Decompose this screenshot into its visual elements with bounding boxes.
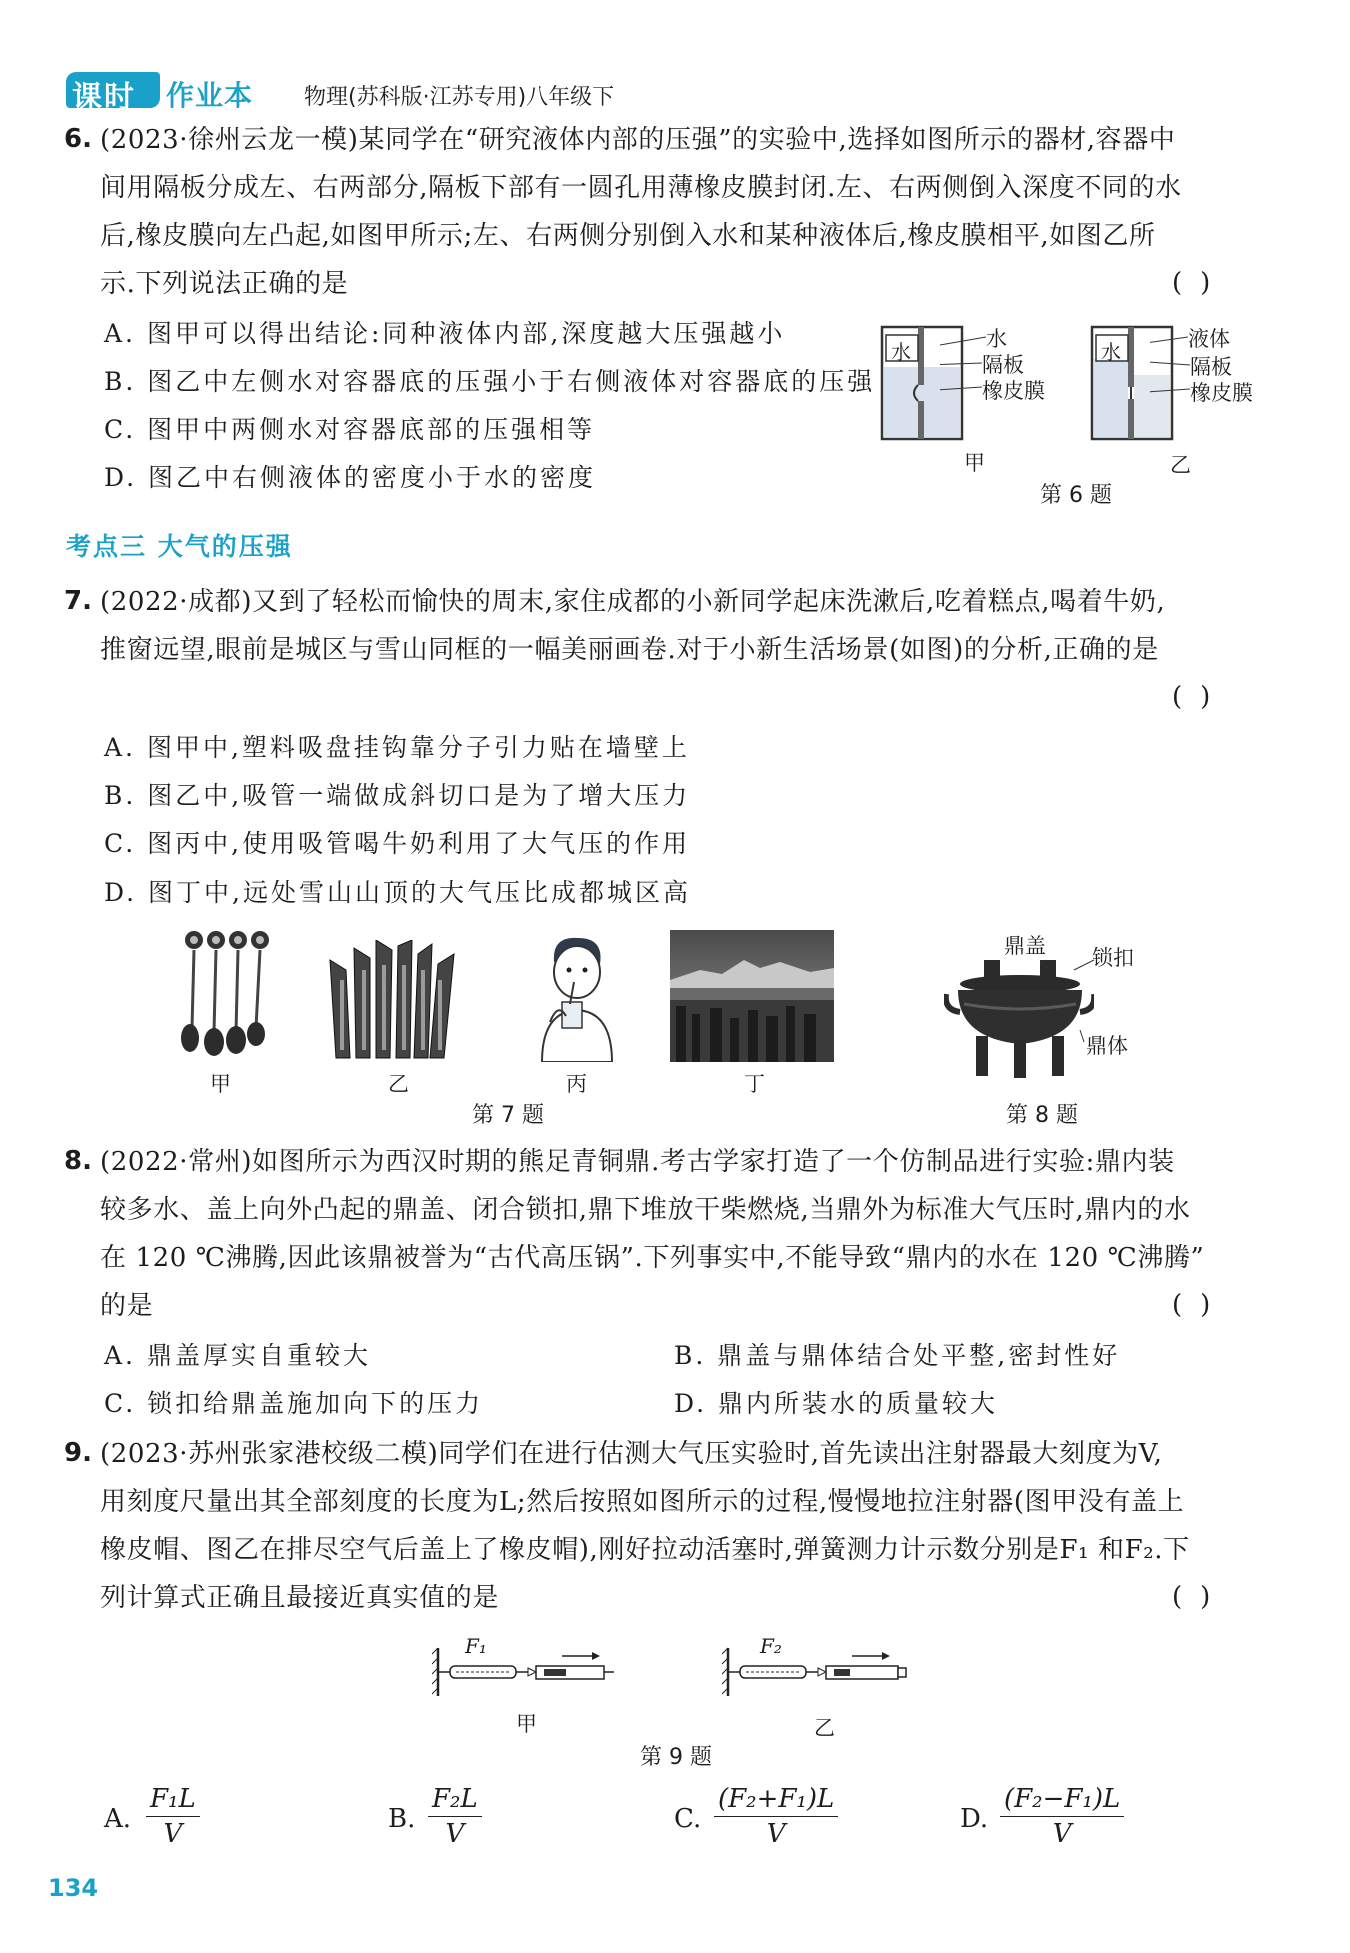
option-c: C. 图甲中两侧水对容器底部的压强相等 [104,415,596,444]
figure-caption: 第 9 题 [640,1745,712,1770]
option-b: B. 图乙中,吸管一端做成斜切口是为了增大压力 [104,781,691,810]
option-b: B. 鼎盖与鼎体结合处平整,密封性好 [674,1341,1121,1370]
question-text-line: 推窗远望,眼前是城区与雪山同框的一幅美丽画卷.对于小新生活场景(如图)的分析,正确的是 [100,635,1159,665]
question-text-line: (2023·苏州张家港校级二模)同学们在进行估测大气压实验时,首先读出注射器最大刻度为V, [100,1439,1163,1469]
label-membrane: 橡皮膜 [1190,381,1253,405]
denominator: V [1052,1819,1072,1849]
question-text-line: 间用隔板分成左、右两部分,隔板下部有一圆孔用薄橡皮膜封闭.左、右两侧倒入深度不同的水 [100,173,1182,203]
option-d: D. 图丁中,远处雪山山顶的大气压比成都城区高 [104,878,691,907]
numerator: (F₂−F₁)L [1000,1784,1124,1817]
numerator: F₂L [428,1784,482,1817]
option-a-formula [146,1784,200,1849]
question-text-line: 后,橡皮膜向左凸起,如图甲所示;左、右两侧分别倒入水和某种液体后,橡皮膜相平,如图乙所 [100,221,1156,251]
figure-label: 丁 [744,1072,765,1096]
option-d-letter: D. [960,1804,989,1834]
city-mountain-photo [670,930,834,1062]
question-text-line: 用刻度尺量出其全部刻度的长度为L;然后按照如图所示的过程,慢慢地拉注射器(图甲没有盖上 [100,1487,1185,1517]
label-liquid: 液体 [1188,327,1230,351]
answer-blank: () [1172,1290,1229,1320]
figure-label: 乙 [388,1072,409,1096]
force-label-f1: F₁ [465,1634,487,1658]
logo-sub: 作业本 [166,79,254,112]
straws-photo [320,940,470,1060]
header [66,72,1306,115]
question-number: 7. [64,586,92,616]
label-lid: 鼎盖 [1004,934,1046,958]
question-text-line: 的是 [100,1291,154,1321]
option-a: A. 图甲可以得出结论:同种液体内部,深度越大压强越小 [104,319,786,348]
figure-caption: 第 6 题 [1040,483,1112,508]
water-label: 水 [1101,340,1121,364]
label-lock: 锁扣 [1092,946,1134,970]
numerator: (F₂+F₁)L [714,1784,838,1817]
answer-blank: () [1172,268,1229,298]
option-a-letter: A. [104,1804,132,1834]
question-text-line: 橡皮帽、图乙在排尽空气后盖上了橡皮帽),刚好拉动活塞时,弹簧测力计示数分别是F₁ 和F₂.下 [100,1535,1190,1565]
question-number: 8. [64,1146,92,1176]
leader-lines [1040,950,1120,1050]
question-number: 6. [64,124,92,154]
figure-label: 乙 [1170,453,1191,477]
figure-caption: 第 7 题 [472,1103,544,1128]
question-text-line: (2022·常州)如图所示为西汉时期的熊足青铜鼎.考古学家打造了一个仿制品进行实验:鼎内装 [100,1147,1175,1177]
page-number: 134 [48,1874,99,1902]
option-b-letter: B. [388,1804,416,1834]
question-text-line: 较多水、盖上向外凸起的鼎盖、闭合锁扣,鼎下堆放干柴燃烧,当鼎外为标准大气压时,鼎内的水 [100,1195,1191,1225]
denominator: V [445,1819,465,1849]
option-b-formula [428,1784,482,1849]
figure-label: 甲 [516,1712,537,1736]
answer-blank: () [1172,682,1229,712]
question-text-line: (2022·成都)又到了轻松而愉快的周末,家住成都的小新同学起床洗漱后,吃着糕点,喝着牛奶, [100,587,1166,617]
boy-drinking-illustration [532,932,622,1062]
denominator: V [766,1819,786,1849]
question-text-line: (2023·徐州云龙一模)某同学在“研究液体内部的压强”的实验中,选择如图所示的器材,容器中 [100,125,1176,155]
section-title: 考点三 大气的压强 [66,532,293,561]
option-c-letter: C. [674,1804,702,1834]
option-c: C. 图丙中,使用吸管喝牛奶利用了大气压的作用 [104,829,691,858]
syringe-setup-a [432,1640,622,1700]
force-label-f2: F₂ [760,1634,782,1658]
question-text-line: 列计算式正确且最接近真实值的是 [100,1583,500,1613]
option-c: C. 锁扣给鼎盖施加向下的压力 [104,1389,484,1418]
figure-label: 甲 [210,1072,231,1096]
option-d-formula [1000,1784,1124,1849]
figure-caption: 第 8 题 [1006,1103,1078,1128]
figure-label: 甲 [964,451,985,475]
denominator: V [163,1819,183,1849]
option-a: A. 鼎盖厚实自重较大 [104,1341,371,1370]
question-number: 9. [64,1438,92,1468]
q6-figure-b [1090,325,1310,475]
water-label: 水 [891,340,911,364]
option-d: D. 鼎内所装水的质量较大 [674,1389,999,1418]
question-text-line: 示.下列说法正确的是 [100,269,349,299]
label-water: 水 [986,327,1007,351]
book-title: 物理(苏科版·江苏专用)八年级下 [304,85,615,110]
logo-main: 课时 [72,80,136,115]
label-partition: 隔板 [1190,355,1232,379]
label-partition: 隔板 [982,353,1024,377]
suction-hooks-photo [176,928,276,1060]
answer-blank: () [1172,1582,1229,1612]
figure-label: 乙 [814,1716,835,1740]
question-text-line: 在 120 ℃沸腾,因此该鼎被誉为“古代高压锅”.下列事实中,不能导致“鼎内的水在 120 ℃沸腾” [100,1243,1205,1273]
option-d: D. 图乙中右侧液体的密度小于水的密度 [104,463,597,492]
figure-label: 丙 [566,1072,587,1096]
label-body: 鼎体 [1086,1034,1128,1058]
option-b: B. 图乙中左侧水对容器底的压强小于右侧液体对容器底的压强 [104,367,876,396]
option-c-formula [714,1784,838,1849]
numerator: F₁L [146,1784,200,1817]
option-a: A. 图甲中,塑料吸盘挂钩靠分子引力贴在墙壁上 [104,733,690,762]
q6-figure-a [880,325,1080,475]
syringe-setup-b [722,1640,922,1700]
label-membrane: 橡皮膜 [982,379,1045,403]
